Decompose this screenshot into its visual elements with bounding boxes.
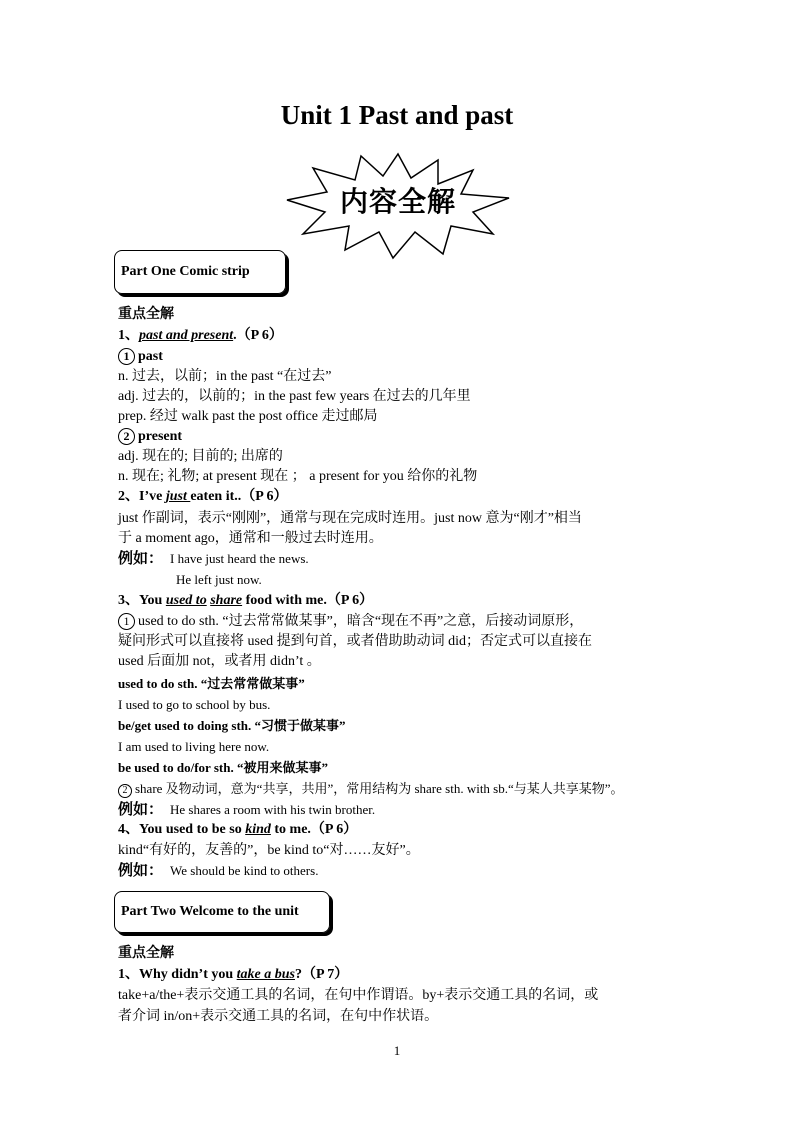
pattern-2: be/get used to doing sth. “习惯于做某事” bbox=[118, 718, 346, 733]
pattern-1-example: I used to go to school by bus. bbox=[118, 697, 271, 712]
kind-example: 例如： We should be kind to others. bbox=[118, 863, 319, 879]
sub-present: 2 present bbox=[118, 427, 182, 447]
just-example-2: He left just now. bbox=[176, 572, 262, 587]
share-example: 例如： He shares a room with his twin brother. bbox=[118, 802, 376, 818]
used-explain-3: used 后面加 not，或者用 didn’t 。 bbox=[118, 654, 321, 669]
kind-explain: kind“有好的，友善的”，be kind to“对……友好”。 bbox=[118, 843, 420, 858]
take-explain-1: take+a/the+表示交通工具的名词，在句中作谓语。by+表示交通工具的名词，或 bbox=[118, 988, 599, 1003]
pattern-1: used to do sth. “过去常常做某事” bbox=[118, 676, 305, 691]
section-heading-2: 重点全解 bbox=[118, 946, 174, 961]
past-noun: n. 过去，以前；in the past “在过去” bbox=[118, 369, 332, 384]
item-2-1: 1、Why didn’t you take a bus?（P 7） bbox=[118, 967, 349, 982]
part-one-box bbox=[114, 250, 286, 294]
sub-past: 1 past bbox=[118, 347, 163, 367]
used-explain-1: 1 used to do sth. “过去常常做某事”，暗含“现在不再”之意，后接动词原形， bbox=[118, 612, 583, 632]
used-explain-2: 疑问形式可以直接将 used 提到句首，或者借助助动词 did；否定式可以直接在 bbox=[118, 634, 593, 649]
just-explain-2: 于 a moment ago，通常和一般过去时连用。 bbox=[118, 531, 383, 546]
item-4: 4、You used to be so kind to me.（P 6） bbox=[118, 822, 358, 837]
page-title: Unit 1 Past and past bbox=[280, 100, 514, 130]
present-noun: n. 现在; 礼物; at present 现在 ； a present for you 给你的礼物 bbox=[118, 469, 478, 484]
item-1: 1、past and present.（P 6） bbox=[118, 328, 283, 343]
share-explain: 2 share 及物动词，意为“共享，共用”，常用结构为 share sth. with sb.“与某人共享某物”。 bbox=[118, 779, 624, 799]
banner-text: 内容全解 bbox=[339, 187, 456, 218]
pattern-3: be used to do/for sth. “被用来做某事” bbox=[118, 760, 328, 775]
page-number: 1 bbox=[393, 1043, 401, 1058]
past-prep: prep. 经过 walk past the post office 走过邮局 bbox=[118, 409, 378, 424]
just-explain-1: just 作副词，表示“刚刚”，通常与现在完成时连用。just now 意为“刚才”相当 bbox=[118, 511, 582, 526]
part-two-box bbox=[114, 891, 330, 933]
present-adj: adj. 现在的; 目前的; 出席的 bbox=[118, 449, 283, 464]
past-adj: adj. 过去的，以前的；in the past few years 在过去的几年里 bbox=[118, 389, 471, 404]
part-one-label: Part One Comic strip bbox=[121, 264, 250, 279]
part-two-label: Part Two Welcome to the unit bbox=[121, 904, 299, 919]
section-heading: 重点全解 bbox=[118, 307, 174, 322]
take-explain-2: 者介词 in/on+表示交通工具的名词，在句中作状语。 bbox=[118, 1009, 439, 1024]
pattern-2-example: I am used to living here now. bbox=[118, 739, 270, 754]
just-example-1: 例如： I have just heard the news. bbox=[118, 551, 309, 567]
item-3: 3、You used to share food with me.（P 6） bbox=[118, 593, 374, 608]
item-2: 2、I’ve just eaten it..（P 6） bbox=[118, 489, 288, 504]
